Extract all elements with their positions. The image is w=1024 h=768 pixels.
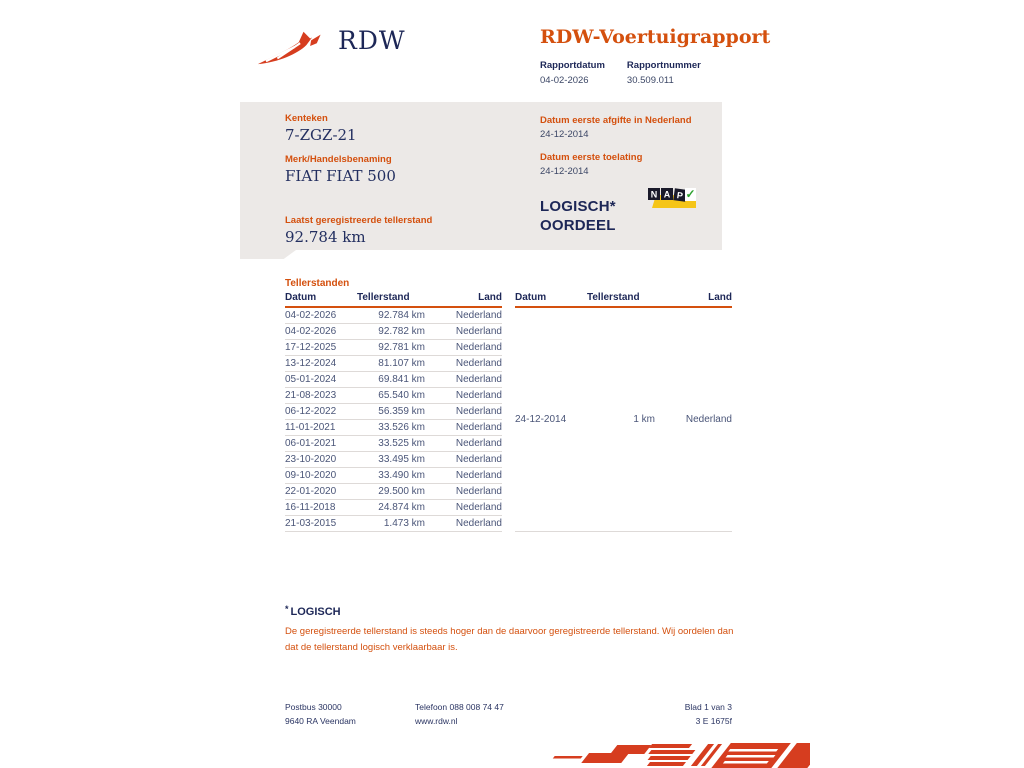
table-cell: Nederland [425,484,502,500]
footer-page-number: Blad 1 van 3 [684,702,732,712]
table-cell: 06-01-2021 [285,436,357,452]
table-cell: 24.874 km [357,500,425,516]
footer-website: www.rdw.nl [415,716,458,726]
toelating-label: Datum eerste toelating [540,152,643,163]
table-cell: 13-12-2024 [285,356,357,372]
column-header: Tellerstand [587,290,655,307]
table-row [285,452,502,468]
explanation-title [285,604,735,618]
table-row [285,356,502,372]
table-cell: Nederland [425,420,502,436]
table-row [285,388,502,404]
table-cell: Nederland [425,500,502,516]
table-cell: 33.525 km [357,436,425,452]
report-meta [540,60,770,86]
table-cell: 92.781 km [357,340,425,356]
table-cell: Nederland [425,372,502,388]
report-date [540,60,605,86]
table-cell: Nederland [655,307,732,532]
rdw-logo [256,24,406,70]
footer-address-line1: Postbus 30000 [285,702,342,712]
table-row [285,324,502,340]
kenteken-label: Kenteken [285,113,328,124]
table-cell: 69.841 km [357,372,425,388]
merk-value: FIAT FIAT 500 [285,167,396,185]
table-header-row [515,290,732,307]
table-row [285,420,502,436]
report-date-value: 04-02-2026 [540,75,589,86]
table-cell: 33.526 km [357,420,425,436]
summary-left-column [285,113,432,246]
table-cell: Nederland [425,404,502,420]
table-cell: 22-01-2020 [285,484,357,500]
vehicle-summary-panel [240,102,722,250]
merk-label: Merk/Handelsbenaming [285,154,392,165]
table-row [285,516,502,532]
table-cell: 05-01-2024 [285,372,357,388]
table-cell: 33.490 km [357,468,425,484]
nap-check-icon: ✓ [685,187,696,201]
table-row [285,404,502,420]
table-cell: 23-10-2020 [285,452,357,468]
afgifte-value: 24-12-2014 [540,129,589,140]
column-header: Land [655,290,732,307]
stripes-icon [550,739,810,768]
table-cell: 04-02-2026 [285,324,357,340]
table-row [285,340,502,356]
footer-address [285,700,356,728]
table-row [285,484,502,500]
table-cell: 16-11-2018 [285,500,357,516]
oordeel-line2: OORDEEL [540,216,616,234]
table-cell: Nederland [425,468,502,484]
column-header: Datum [515,290,587,307]
footer-page-info [685,700,732,728]
explanation-title-text: LOGISCH [290,606,341,618]
summary-right-column [540,115,692,236]
table-cell: 11-01-2021 [285,420,357,436]
table-cell: 04-02-2026 [285,307,357,324]
nap-logo [648,186,696,212]
table-cell: 65.540 km [357,388,425,404]
report-number-value: 30.509.011 [626,75,674,86]
nap-letter-p: P [676,190,684,201]
report-number [627,60,701,86]
footer-contact [415,700,504,728]
asterisk: * [285,604,289,614]
table-cell: Nederland [425,452,502,468]
table-cell: 81.107 km [357,356,425,372]
table-cell: 29.500 km [357,484,425,500]
table-row [515,307,732,532]
tellerstanden-table-right [515,290,732,532]
kenteken-value: 7-ZGZ-21 [285,126,357,144]
table-cell: 21-08-2023 [285,388,357,404]
table-cell: 06-12-2022 [285,404,357,420]
nap-letter-a: A [663,189,671,200]
footer-address-line2: 9640 RA Veendam [285,716,356,726]
report-number-label: Rapportnummer [626,60,701,71]
table-cell: 21-03-2015 [285,516,357,532]
table-cell: Nederland [425,436,502,452]
table-cell: Nederland [425,307,502,324]
logisch-explanation [285,604,735,655]
brand-wordmark: RDW [338,26,406,55]
report-date-label: Rapportdatum [540,60,605,71]
document-title: RDW-Voertuigrapport [540,26,771,48]
nap-letter-n: N [650,189,658,200]
table-cell: 92.782 km [357,324,425,340]
tellerstand-label: Laatst geregistreerde tellerstand [285,215,433,226]
footer-phone: Telefoon 088 008 74 47 [415,702,504,712]
oordeel-line1: LOGISCH* [540,198,616,215]
column-header: Land [425,290,502,307]
footer-stripes-graphic [550,739,810,768]
table-header-row [285,290,502,307]
table-row [285,372,502,388]
table-row [285,468,502,484]
panel-corner-tab [240,250,296,259]
table-cell: Nederland [425,388,502,404]
tellerstanden-table-left [285,290,502,532]
afgifte-label: Datum eerste afgifte in Nederland [540,115,692,126]
table-cell: 17-12-2025 [285,340,357,356]
table-cell: Nederland [425,516,502,532]
footer-form-code: 3 E 1675f [695,716,732,726]
table-cell: 09-10-2020 [285,468,357,484]
toelating-value: 24-12-2014 [540,166,589,177]
column-header: Datum [285,290,357,307]
table-cell: 1 km [587,307,655,532]
explanation-body: De geregistreerde tellerstand is steeds hoger dan de daarvoor geregistreerde tellerstand. Wij oordelen dan dat de tellerstand logisch verklaarbaar is. [285,626,734,653]
tellerstanden-tables [285,290,732,532]
table-cell: Nederland [425,324,502,340]
table-row [285,436,502,452]
table-row [285,500,502,516]
table-cell: Nederland [425,340,502,356]
table-cell: 56.359 km [357,404,425,420]
table-cell: Nederland [425,356,502,372]
table-cell: 92.784 km [357,307,425,324]
table-cell: 1.473 km [357,516,425,532]
table-cell: 33.495 km [357,452,425,468]
column-header: Tellerstand [357,290,425,307]
tellerstand-value: 92.784 km [285,228,366,246]
table-cell: 24-12-2014 [515,307,587,532]
rdw-wing-icon [256,24,332,70]
title-block [540,26,770,86]
table-row [285,307,502,324]
tellerstanden-section-title: Tellerstanden [285,278,350,289]
